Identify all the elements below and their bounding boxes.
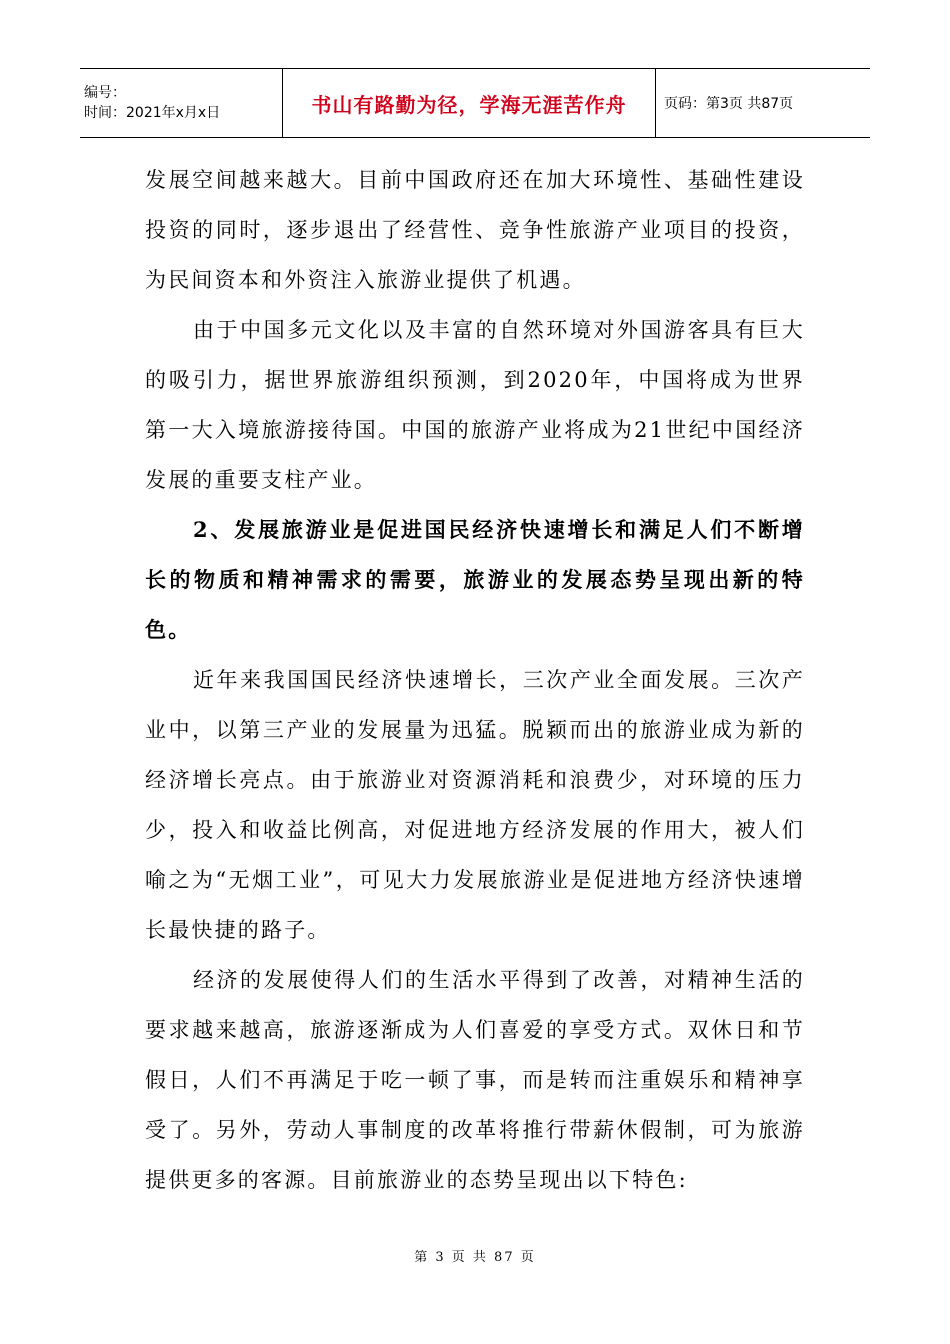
page-header <box>80 68 870 138</box>
document-number-label: 编号： <box>84 85 126 101</box>
paragraph: 经济的发展使得人们的生活水平得到了改善，对精神生活的要求越来越高，旅游逐渐成为人们喜爱的享受方式。双休日和节假日，人们不再满足于吃一顿了事，而是转而注重娱乐和精神享受了。另外，劳动人事制度的改革将推行带薪休假制，可为旅游提供更多的客源。目前旅游业的态势呈现出以下特色: <box>145 968 805 1192</box>
paragraph: 由于中国多元文化以及丰富的自然环境对外国游客具有巨大的吸引力，据世界旅游组织预测，到2020年，中国将成为世界第一大入境旅游接待国。中国的旅游产业将成为21世纪中国经济发展的重要支柱产业。 <box>145 318 805 492</box>
document-date-label: 时间：2021年x月x日 <box>84 105 221 121</box>
header-motto: 书山有路勤为径，学海无涯苦作舟 <box>282 69 656 137</box>
section-heading: 2、发展旅游业是促进国民经济快速增长和满足人们不断增长的物质和精神需求的需要，旅游业的发展态势呈现出新的特色。 <box>145 517 805 642</box>
header-meta <box>80 69 282 137</box>
paragraph: 近年来我国国民经济快速增长，三次产业全面发展。三次产业中，以第三产业的发展量为迅猛。脱颖而出的旅游业成为新的经济增长亮点。由于旅游业对资源消耗和浪费少，对环境的压力少，投入和收益比例高，对促进地方经济发展的作用大，被人们喻之为“无烟工业”，可见大力发展旅游业是促进地方经济快速增长最快捷的路子。 <box>145 668 805 942</box>
header-page-info: 页码：第3页 共87页 <box>664 96 794 112</box>
paragraph-continuation: 发展空间越来越大。目前中国政府还在加大环境性、基础性建设投资的同时，逐步退出了经营性、竞争性旅游产业项目的投资，为民间资本和外资注入旅游业提供了机遇。 <box>145 168 805 292</box>
page-footer: 第 3 页 共 87 页 <box>414 1250 536 1265</box>
document-body <box>145 155 805 1205</box>
